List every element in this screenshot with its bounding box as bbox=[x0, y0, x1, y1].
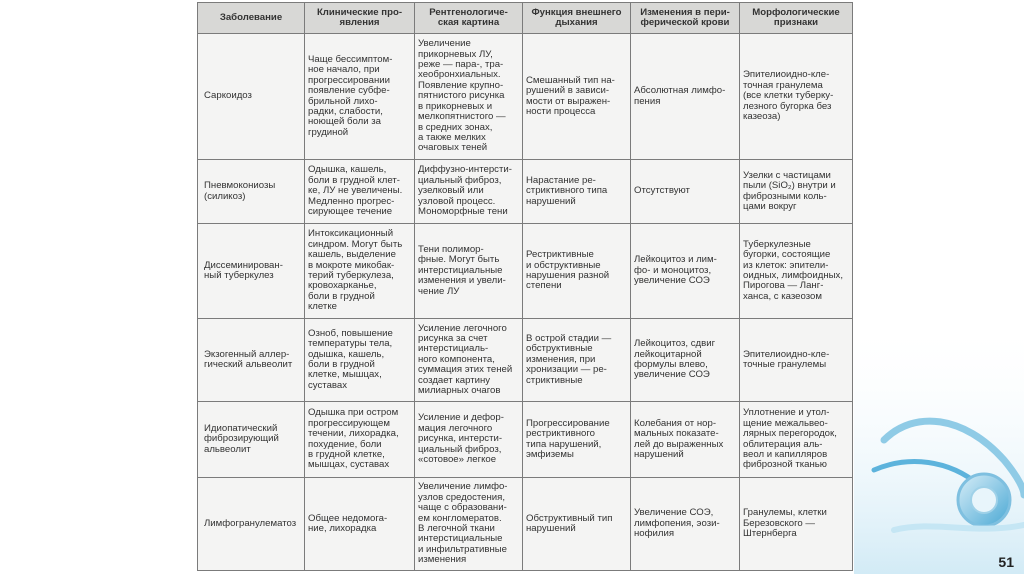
table-row bbox=[198, 160, 853, 224]
cell-blood: Лейкоцитоз, сдвиг лейкоцитарной формулы влево, увеличение СОЭ bbox=[631, 319, 740, 402]
cell-clinical: Чаще бессимптом- ное начало, при прогрессировании появление субфе- брильной лихо- радки, слабости, ноющей боли за грудиной bbox=[305, 34, 415, 160]
cell-clinical: Одышка при остром прогрессирующем течении, лихорадка, похудение, боли в грудной клетке, мышцах, суставах bbox=[305, 402, 415, 478]
cell-function: Рестриктивные и обструктивные нарушения разной степени bbox=[523, 224, 631, 319]
stethoscope-icon bbox=[854, 320, 1024, 574]
diagnosis-table-container bbox=[197, 2, 852, 570]
cell-morph: Туберкулезные бугорки, состоящие из клеток: эпители- оидных, лимфоидных, Пирогова — Ланг- ханса, с казеозом bbox=[740, 224, 853, 319]
table-header-row bbox=[198, 3, 853, 34]
cell-xray: Увеличение лимфо- узлов средостения, чаще с образовани- ем конгломератов. В легочной ткани интерстициальные и инфильтративные изменения bbox=[415, 478, 523, 571]
cell-blood: Абсолютная лимфо- пения bbox=[631, 34, 740, 160]
cell-xray: Усиление легочного рисунка за счет интерстициаль- ного компонента, суммация этих теней создает картину милиарных очагов bbox=[415, 319, 523, 402]
header-xray: Рентгенологиче- ская картина bbox=[415, 3, 523, 34]
table-row bbox=[198, 34, 853, 160]
header-clinical: Клинические про- явления bbox=[305, 3, 415, 34]
cell-morph: Эпителиоидно-кле- точная гранулема (все клетки туберку- лезного бугорка без казеоза) bbox=[740, 34, 853, 160]
cell-clinical: Одышка, кашель, боли в грудной клет- ке, ЛУ не увеличены. Медленно прогрес- сирующее течение bbox=[305, 160, 415, 224]
cell-morph: Узелки с частицами пыли (SiO₂) внутри и фиброзными коль- цами вокруг bbox=[740, 160, 853, 224]
cell-disease: Пневмокониозы (силикоз) bbox=[198, 160, 305, 224]
cell-disease: Саркоидоз bbox=[198, 34, 305, 160]
cell-xray: Тени полимор- фные. Могут быть интерстициальные изменения и увели- чение ЛУ bbox=[415, 224, 523, 319]
differential-diagnosis-table bbox=[197, 2, 853, 571]
header-morph: Морфологические признаки bbox=[740, 3, 853, 34]
page-number: 51 bbox=[998, 554, 1014, 570]
cell-morph: Уплотнение и утол- щение межальвео- лярных перегородок, облитерация аль- веол и капилляров фиброзной тканью bbox=[740, 402, 853, 478]
cell-xray: Диффузно-интерсти- циальный фиброз, узелковый или узловой процесс. Мономорфные тени bbox=[415, 160, 523, 224]
cell-disease: Лимфогранулематоз bbox=[198, 478, 305, 571]
table-row bbox=[198, 402, 853, 478]
cell-blood: Колебания от нор- мальных показате- лей до выраженных нарушений bbox=[631, 402, 740, 478]
cell-disease: Экзогенный аллер- гический альвеолит bbox=[198, 319, 305, 402]
header-function: Функция внешнего дыхания bbox=[523, 3, 631, 34]
cell-morph: Гранулемы, клетки Березовского — Штернберга bbox=[740, 478, 853, 571]
header-disease: Заболевание bbox=[198, 3, 305, 34]
table-row bbox=[198, 478, 853, 571]
cell-xray: Усиление и дефор- мация легочного рисунка, интерсти- циальный фиброз, «сотовое» легкое bbox=[415, 402, 523, 478]
cell-disease: Диссеминирован- ный туберкулез bbox=[198, 224, 305, 319]
cell-xray: Увеличение прикорневых ЛУ, реже — пара-, тра- хеобронхиальных. Появление крупно- пятнистого рисунка в прикорневых и мелкопятнистого — в средних зонах, а также мелких очаговых теней bbox=[415, 34, 523, 160]
cell-disease: Идиопатический фиброзирующий альвеолит bbox=[198, 402, 305, 478]
cell-blood: Лейкоцитоз и лим- фо- и моноцитоз, увеличение СОЭ bbox=[631, 224, 740, 319]
cell-blood: Увеличение СОЭ, лимфопения, эози- нофилия bbox=[631, 478, 740, 571]
cell-morph: Эпителиоидно-кле- точные гранулемы bbox=[740, 319, 853, 402]
table-row bbox=[198, 319, 853, 402]
header-blood: Изменения в пери- ферической крови bbox=[631, 3, 740, 34]
cell-blood: Отсутствуют bbox=[631, 160, 740, 224]
cell-clinical: Интоксикационный синдром. Могут быть кашель, выделение в мокроте микобак- терий туберкулеза, кровохарканье, боли в грудной клетке bbox=[305, 224, 415, 319]
table-row bbox=[198, 224, 853, 319]
cell-function: Обструктивный тип нарушений bbox=[523, 478, 631, 571]
cell-function: Смешанный тип на- рушений в зависи- мости от выражен- ности процесса bbox=[523, 34, 631, 160]
cell-function: Прогрессирование рестриктивного типа нарушений, эмфиземы bbox=[523, 402, 631, 478]
cell-function: Нарастание ре- стриктивного типа нарушений bbox=[523, 160, 631, 224]
cell-clinical: Общее недомога- ние, лихорадка bbox=[305, 478, 415, 571]
cell-clinical: Озноб, повышение температуры тела, одышка, кашель, боли в грудной клетке, мышцах, суставах bbox=[305, 319, 415, 402]
cell-function: В острой стадии — обструктивные изменения, при хронизации — ре- стриктивные bbox=[523, 319, 631, 402]
